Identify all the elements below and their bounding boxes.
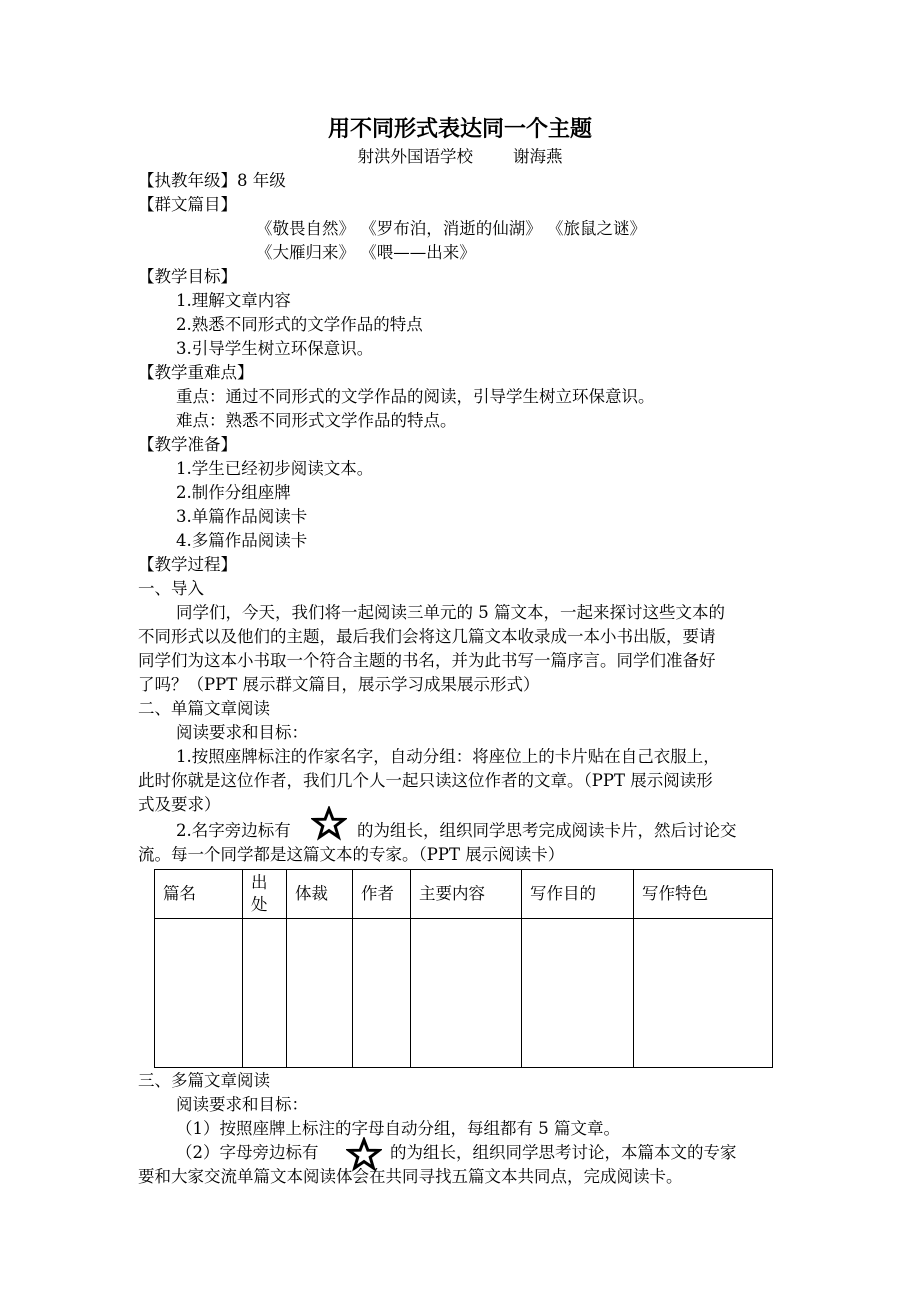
goal-item: 1.理解文章内容 xyxy=(176,291,291,310)
table-header-cell: 主要内容 xyxy=(419,884,485,903)
reading-card-table xyxy=(154,869,773,1068)
texts-line-1: 《敬畏自然》 《罗布泊，消逝的仙湖》 《旅鼠之谜》 xyxy=(256,219,646,238)
texts-line-2: 《大雁归来》 《喂——出来》 xyxy=(256,243,476,262)
table-header-cell: 写作特色 xyxy=(642,884,708,903)
grade-value: 8 年级 xyxy=(237,171,286,190)
preparation-item: 3.单篇作品阅读卡 xyxy=(176,507,308,526)
author-name: 谢海燕 xyxy=(513,147,563,166)
single-step-1-line: 式及要求） xyxy=(138,795,221,814)
texts-label: 【群文篇目】 xyxy=(138,195,237,214)
preparation-item: 4.多篇作品阅读卡 xyxy=(176,531,308,550)
star-outline-icon xyxy=(311,806,347,842)
single-step-1-line: 1.按照座牌标注的作家名字，自动分组：将座位上的卡片贴在自己衣服上， xyxy=(176,747,720,766)
document-byline xyxy=(0,145,920,169)
multi-step-2-suffix: 的为组长，组织同学思考讨论，本篇本文的专家 xyxy=(390,1143,737,1162)
multi-step-2-line: 要和大家交流单篇文本阅读体会在共同寻找五篇文本共同点，完成阅读卡。 xyxy=(138,1167,683,1186)
single-step-2-line: 流。每一个同学都是这篇文本的专家。（PPT 展示阅读卡） xyxy=(138,845,565,864)
goal-item: 2.熟悉不同形式的文学作品的特点 xyxy=(176,315,423,334)
grade-line xyxy=(138,169,286,193)
multi-reading-requirements: 阅读要求和目标： xyxy=(176,1095,308,1114)
multi-step-2-prefix: （2）字母旁边标有 xyxy=(176,1143,319,1162)
single-step-2-prefix: 2.名字旁边标有 xyxy=(176,821,291,840)
school-name: 射洪外国语学校 xyxy=(357,147,473,166)
single-step-1-line: 此时你就是这位作者，我们几个人一起只读这位作者的文章。（PPT 展示阅读形 xyxy=(138,771,713,790)
key-points-label: 【教学重难点】 xyxy=(138,363,254,382)
process-label: 【教学过程】 xyxy=(138,555,237,574)
key-point-difficulty: 难点：熟悉不同形式文学作品的特点。 xyxy=(176,411,457,430)
document-title: 用不同形式表达同一个主题 xyxy=(327,116,592,142)
preparation-item: 2.制作分组座牌 xyxy=(176,483,291,502)
grade-label: 【执教年级】 xyxy=(138,171,237,190)
key-point-focus: 重点：通过不同形式的文学作品的阅读，引导学生树立环保意识。 xyxy=(176,387,655,406)
goal-item: 3.引导学生树立环保意识。 xyxy=(176,339,374,358)
preparation-label: 【教学准备】 xyxy=(138,435,237,454)
table-header-cell: 篇名 xyxy=(163,884,196,903)
table-header-cell: 体裁 xyxy=(295,884,328,903)
single-reading-heading: 二、单篇文章阅读 xyxy=(138,699,270,718)
goals-label: 【教学目标】 xyxy=(138,267,237,286)
single-step-2-suffix: 的为组长，组织同学思考完成阅读卡片，然后讨论交 xyxy=(357,821,737,840)
intro-paragraph-line: 同学们为这本小书取一个符合主题的书名，并为此书写一篇序言。同学们准备好 xyxy=(138,651,716,670)
intro-paragraph-line: 不同形式以及他们的主题，最后我们会将这几篇文本收录成一本小书出版，要请 xyxy=(138,627,716,646)
table-header-cell: 写作目的 xyxy=(530,884,596,903)
intro-paragraph-line: 同学们，今天，我们将一起阅读三单元的 5 篇文本，一起来探讨这些文本的 xyxy=(176,603,725,622)
multi-reading-heading: 三、多篇文章阅读 xyxy=(138,1071,270,1090)
intro-heading: 一、导入 xyxy=(138,579,204,598)
intro-paragraph-line: 了吗？（PPT 展示群文篇目，展示学习成果展示形式） xyxy=(138,675,540,694)
single-reading-requirements: 阅读要求和目标： xyxy=(176,723,308,742)
table-header-cell: 作者 xyxy=(361,884,394,903)
multi-step-1: （1）按照座牌上标注的字母自动分组，每组都有 5 篇文章。 xyxy=(176,1119,620,1138)
preparation-item: 1.学生已经初步阅读文本。 xyxy=(176,459,374,478)
table-header-cell: 出处 xyxy=(251,873,268,914)
